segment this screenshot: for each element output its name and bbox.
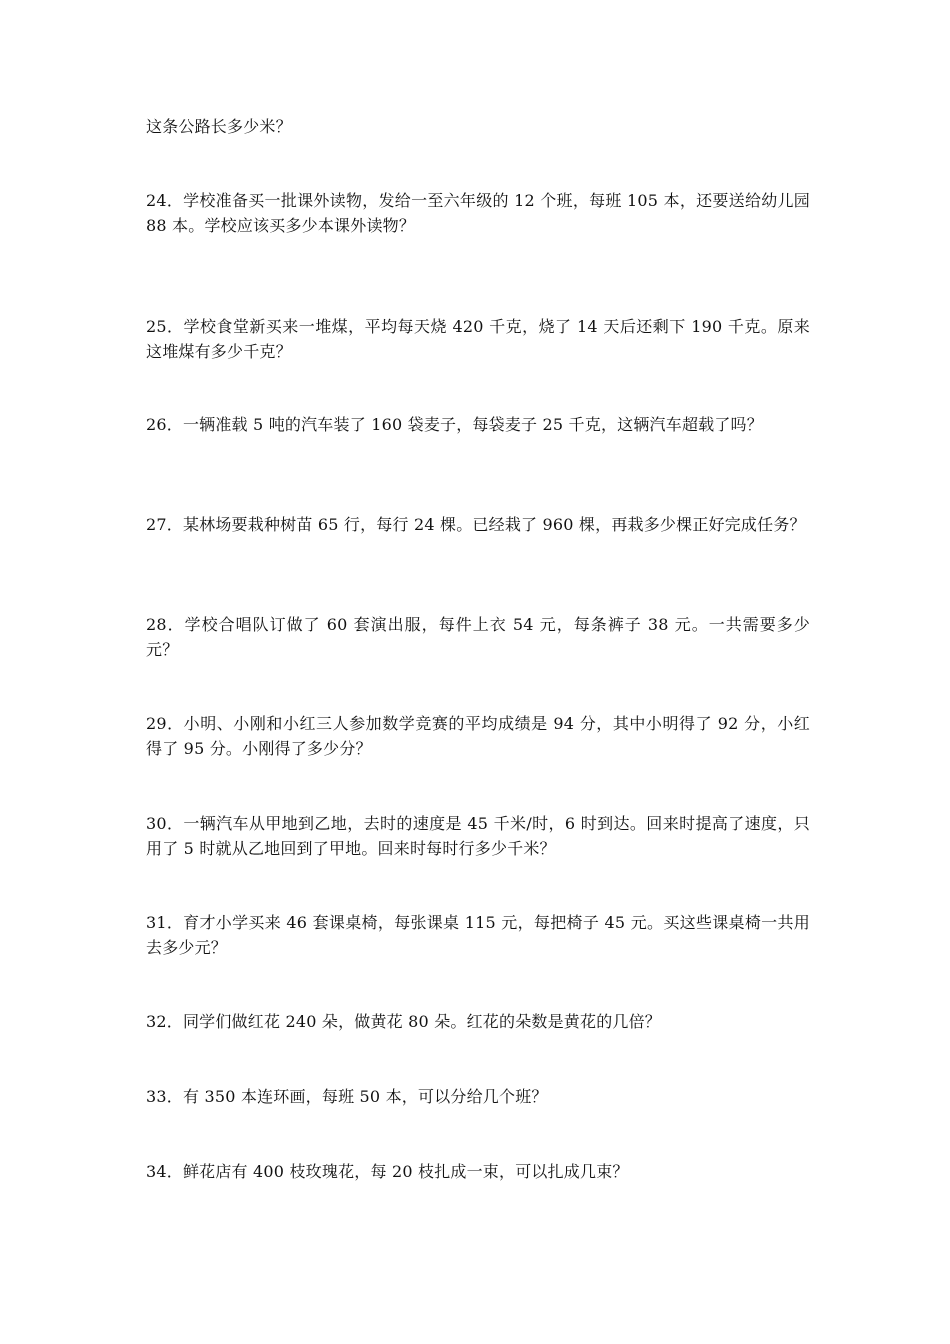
question-28: 28．学校合唱队订做了 60 套演出服，每件上衣 54 元，每条裤子 38 元。一共需要多少元？ xyxy=(146,615,810,659)
question-30: 30．一辆汽车从甲地到乙地，去时的速度是 45 千米/时，6 时到达。回来时提高了速度，只用了 5 时就从乙地回到了甲地。回来时每时行多少千米？ xyxy=(146,814,810,858)
question-33: 33．有 350 本连环画，每班 50 本，可以分给几个班？ xyxy=(146,1087,548,1106)
question-24: 24．学校准备买一批课外读物，发给一至六年级的 12 个班，每班 105 本，还要送给幼儿园 88 本。学校应该买多少本课外读物？ xyxy=(146,191,810,235)
question-32: 32．同学们做红花 240 朵，做黄花 80 朵。红花的朵数是黄花的几倍？ xyxy=(146,1012,662,1031)
question-34: 34．鲜花店有 400 枝玫瑰花，每 20 枝扎成一束，可以扎成几束？ xyxy=(146,1162,629,1181)
question-26: 26．一辆准载 5 吨的汽车装了 160 袋麦子，每袋麦子 25 千克，这辆汽车超载了吗？ xyxy=(146,415,763,434)
question-27: 27．某林场要栽种树苗 65 行，每行 24 棵。已经栽了 960 棵，再栽多少棵正好完成任务？ xyxy=(146,515,806,534)
question-25: 25．学校食堂新买来一堆煤，平均每天烧 420 千克，烧了 14 天后还剩下 190 千克。原来这堆煤有多少千克？ xyxy=(146,317,810,361)
paragraph-continuation: 这条公路长多少米？ xyxy=(146,117,292,136)
question-31: 31．育才小学买来 46 套课桌椅，每张课桌 115 元，每把椅子 45 元。买这些课桌椅一共用去多少元？ xyxy=(146,913,810,957)
question-29: 29．小明、小刚和小红三人参加数学竞赛的平均成绩是 94 分，其中小明得了 92 分，小红得了 95 分。小刚得了多少分？ xyxy=(146,714,810,758)
